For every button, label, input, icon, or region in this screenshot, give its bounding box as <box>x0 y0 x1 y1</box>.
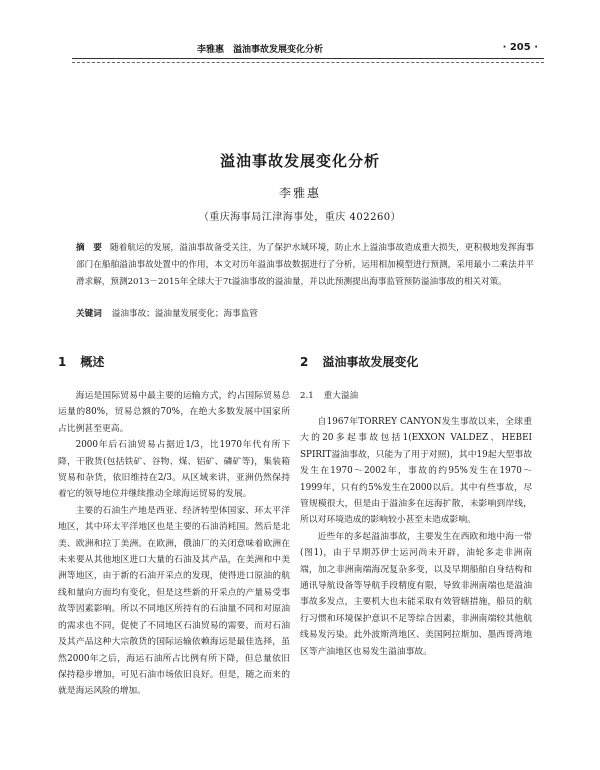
paragraph: 2000年后石油贸易占据近1/3，比1970年代有所下降，干散货(包括铁矿、谷物、煤、铝矿、磷矿等)，集装箱贸易和杂货，依旧维持在2/3。从区域来讲，亚洲仍然保持着它的领导地位并继续推动全球海运贸易的发展。 <box>58 440 290 500</box>
subsection-title: 重大溢油 <box>323 391 359 401</box>
paragraph: 近些年的多起溢油事故，主要发生在西欧和地中海一带(图1)，由于早期苏伊士运河尚未开辟，油轮多走非洲南端，加之非洲南端海况复杂多变，以及早期船舶自身结构和通讯导航设备等导航手段精度有限，导致非洲南端也是溢油事故多发点，主要机大也未能采取有效管辖措施，船员的航行习惯和环境保护意识不足等综合因素，非洲南端较其他航线易发污染。此外波斯湾地区、美国阿拉斯加、墨西哥湾地区等产油地区也易发生溢油事故。 <box>300 531 532 657</box>
section-2-heading <box>300 352 532 372</box>
subsection-2-1-heading <box>300 388 532 404</box>
article-author: 李雅惠 <box>278 186 321 200</box>
abstract <box>76 240 534 291</box>
abstract-text: 随着航运的发展，溢油事故备受关注，为了保护水域环境，防止水上溢油事故造成重大损失，更积极地发挥海事部门在船舶溢油事故处置中的作用，本文对历年溢油事故数据进行了分析，运用相加模型进行预测，采用最小二乘法并平滑求解，预测2013－2015年全球大于7t溢油事故的溢油量，并以此预测提出海事监管预防溢油事故的相关对策。 <box>76 243 534 287</box>
keywords-text: 溢油事故；溢油量发展变化；海事监管 <box>111 309 258 319</box>
section-1-number: 1 <box>58 355 67 369</box>
keywords-label: 关键词 <box>76 309 102 319</box>
section-1-title: 概述 <box>80 355 105 369</box>
section-2-title: 溢油事故发展变化 <box>322 355 419 369</box>
abstract-label: 摘 要 <box>76 243 102 253</box>
subsection-number: 2.1 <box>300 391 314 401</box>
header-rule <box>72 58 544 59</box>
section-2-number: 2 <box>300 355 309 369</box>
article-title: 溢油事故发展变化分析 <box>219 152 380 170</box>
section-1-heading <box>58 352 290 372</box>
right-column <box>300 352 532 660</box>
left-column <box>58 352 290 700</box>
paragraph: 主要的石油生产地是西亚、经济转型体国家、环太平洋地区，其中环太平洋地区也是主要的石油消耗国。然后是北美、欧洲和拉丁美洲。在欧洲，俄油厂的关闭意味着欧洲在未来要从其他地区进口大量的石油及其产品，在美洲和中美洲等地区，由于新的石油开采点的发现，使得进口原油的航线和量向方面均有变化，但是这些新的开采点的产量易受事故等因素影响。所以不同地区所持有的石油量不同和对原油的需求也不同，促使了不同地区石油贸易的需要，而对石油及其产品这种大宗散货的国际运输依赖海运是最佳选择，虽然2000年之后，海运石油所占比例有所下降，但总量依旧保持稳步增加，可见石油市场依旧良好。但是，随之而来的就是海运风险的增加。 <box>58 505 290 697</box>
paragraph: 自1967年TORREY CANYON发生事故以来，全球重大的20多起事故包括1(EXXON VALDEZ、HEBEI SPIRIT溢油事故，只能为了用于对照)，其中19起大型事故发生在1970～2002年，事故的约95%发生在1970～1999年，只有约5%发生在2000以后。其中有些事故，尽管规模很大，但是由于溢油多在远海扩散，未影响到岸线，所以对环境造成的影响较小甚至未造成影响。 <box>300 417 532 526</box>
running-header-title: 李雅惠 溢油事故发展变化分析 <box>197 45 324 55</box>
paragraph: 海运是国际贸易中最主要的运输方式，约占国际贸易总运量的80%，贸易总额的70%，在绝大多数发展中国家所占比例甚至更高。 <box>58 391 290 434</box>
author-affiliation: （重庆海事局江津海事处，重庆 402260） <box>198 212 402 223</box>
keywords <box>76 306 534 323</box>
header-rule-dashed <box>72 62 544 63</box>
page-number: · 205 · <box>502 42 538 53</box>
